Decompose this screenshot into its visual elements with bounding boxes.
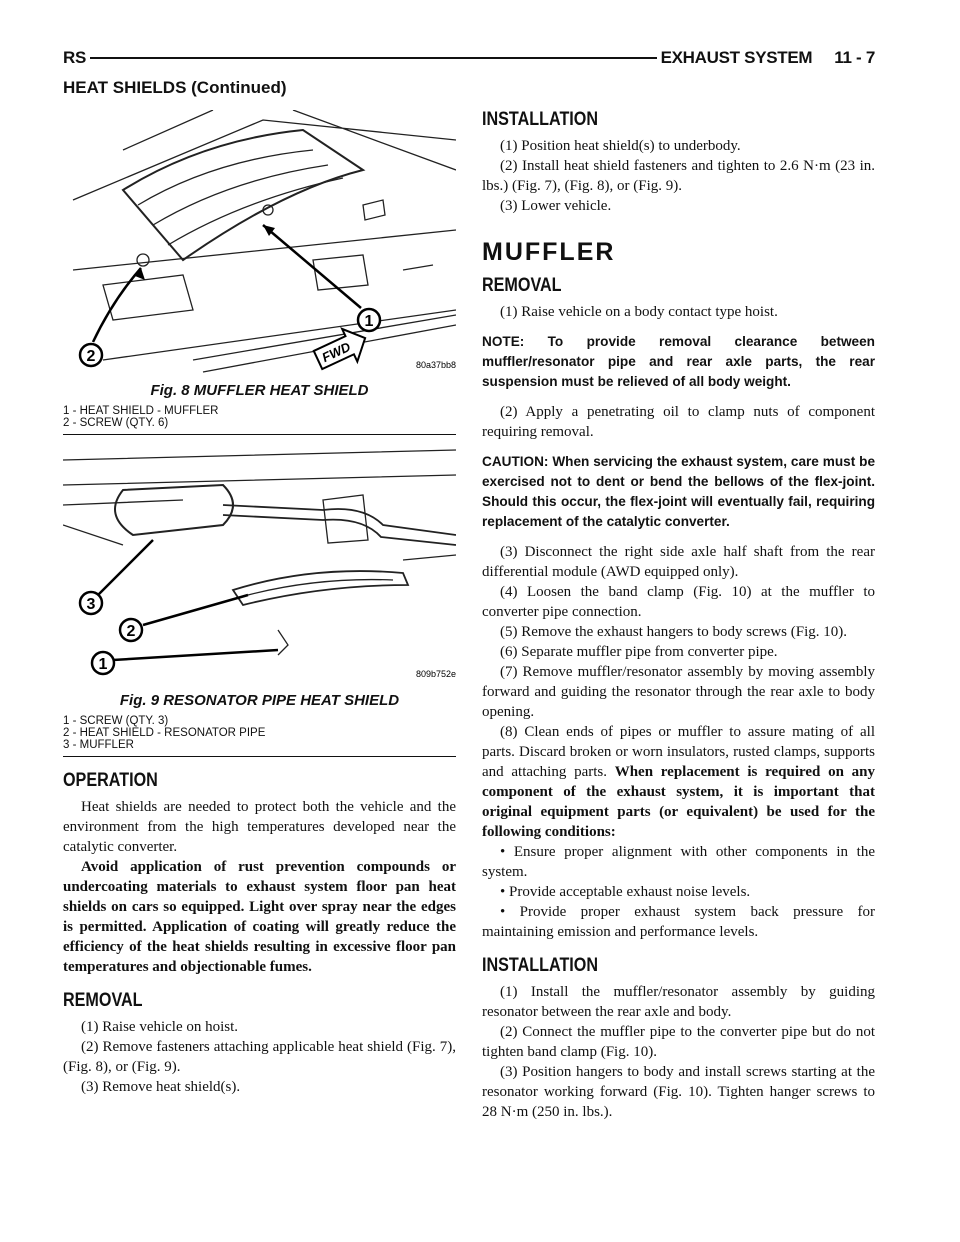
legend-item: 3 - MUFFLER <box>63 739 134 751</box>
header-title: EXHAUST SYSTEM <box>660 48 813 67</box>
bullet-item: • Ensure proper alignment with other components in the system. <box>482 844 875 880</box>
page-number: 11 - 7 <box>834 48 875 67</box>
step: (6) Separate muffler pipe from converter pipe. <box>500 644 778 660</box>
step: (1) Position heat shield(s) to underbody. <box>500 138 741 154</box>
fwd-label: FWD <box>319 339 353 366</box>
figure-legend <box>63 405 456 429</box>
figure-id: 809b752e <box>415 669 456 679</box>
step: (3) Disconnect the right side axle half shaft from the rear differential module (AWD equipped only). <box>482 544 875 580</box>
removal-heading: REMOVAL <box>63 990 143 1011</box>
step: (2) Remove fasteners attaching applicable heat shield (Fig. 7), (Fig. 8), or (Fig. 9). <box>63 1039 456 1075</box>
figure-9 <box>63 445 456 757</box>
step: (3) Lower vehicle. <box>500 198 612 214</box>
figure-caption: Fig. 8 MUFFLER HEAT SHIELD <box>150 382 369 399</box>
note: NOTE: To provide removal clearance between muffler/resonator pipe and rear axle parts, the rear suspension must be relieved of all body weight. <box>482 334 875 389</box>
muffler-heading: MUFFLER <box>482 238 616 266</box>
bullet-item: • Provide acceptable exhaust noise levels. <box>500 884 751 900</box>
caution: CAUTION: When servicing the exhaust system, care must be exercised not to dent or bend the bellows of the flex-joint. Should this occur, the flex-joint will eventually fail, requiring replacement of the catalytic converter. <box>482 454 875 529</box>
bold-text: Avoid application of rust prevention compounds or undercoating materials to exhaust system floor pan heat shields on cars so equipped. Light over spray near the edges is permitted. Application of coating will greatly reduce the efficiency of the heat shields resulting in excessive floor pan temperatures and objectionable fumes. <box>63 859 456 975</box>
step: (1) Install the muffler/resonator assembly by guiding resonator between the rear axle and body. <box>482 984 875 1020</box>
installation-heading: INSTALLATION <box>482 109 599 130</box>
step: (3) Position hangers to body and install screws starting at the resonator working forward (Fig. 10). Tighten hanger screws to 28 N·m (250 in. lbs.). <box>482 1064 875 1120</box>
figure-legend <box>63 715 456 751</box>
header-rule <box>90 57 657 59</box>
left-column <box>63 110 456 1097</box>
legend-item: 2 - SCREW (QTY. 6) <box>63 417 169 429</box>
step-text: (8) Clean ends of pipes or muffler to assure mating of all parts. Discard broken or worn insulators, rusted clamps, supports and attaching parts. <box>482 724 875 780</box>
operation-heading: OPERATION <box>63 770 158 791</box>
header-left: RS <box>63 48 87 67</box>
page-header <box>63 46 875 70</box>
muffler-heat-shield-illustration <box>63 110 456 375</box>
figure-caption: Fig. 9 RESONATOR PIPE HEAT SHIELD <box>119 692 400 709</box>
legend-item: 1 - HEAT SHIELD - MUFFLER <box>63 405 219 417</box>
callout-2: 2 <box>126 623 136 640</box>
callout-3: 3 <box>86 596 96 613</box>
section-title: HEAT SHIELDS (Continued) <box>63 78 287 97</box>
muffler-removal-heading: REMOVAL <box>482 275 562 296</box>
right-column <box>482 110 875 1122</box>
step: (2) Connect the muffler pipe to the converter pipe but do not tighten band clamp (Fig. 10). <box>482 1024 875 1060</box>
step: (2) Install heat shield fasteners and tighten to 2.6 N·m (23 in. lbs.) (Fig. 7), (Fig. 8), or (Fig. 9). <box>482 158 875 194</box>
figure-8 <box>63 110 456 435</box>
muffler-installation-heading: INSTALLATION <box>482 955 599 976</box>
step: (4) Loosen the band clamp (Fig. 10) at the muffler to converter pipe connection. <box>482 584 875 620</box>
step: (5) Remove the exhaust hangers to body screws (Fig. 10). <box>500 624 848 640</box>
warning-paragraph <box>63 857 456 977</box>
callout-1: 1 <box>364 313 374 330</box>
step: (1) Raise vehicle on a body contact type hoist. <box>500 304 778 320</box>
figure-rule <box>63 756 456 757</box>
figure-id: 80a37bb8 <box>415 360 456 370</box>
step: (1) Raise vehicle on hoist. <box>81 1019 239 1035</box>
bold-text: When replacement is required on any component of the exhaust system, it is important that original equipment parts (or equivalent) be used for the following conditions: <box>482 764 875 840</box>
paragraph: Heat shields are needed to protect both the vehicle and the environment from the high temperatures developed near the catalytic converter. <box>63 799 456 855</box>
bullet-text: Provide acceptable exhaust noise levels. <box>509 884 751 900</box>
bullet-text: Ensure proper alignment with other components in the system. <box>482 844 875 880</box>
callout-1: 1 <box>98 656 108 673</box>
legend-item: 2 - HEAT SHIELD - RESONATOR PIPE <box>63 727 266 739</box>
step: (2) Apply a penetrating oil to clamp nuts of component requiring removal. <box>482 404 875 440</box>
step: (7) Remove muffler/resonator assembly by moving assembly forward and guiding the resonator through the rear axle to body opening. <box>482 664 875 720</box>
figure-rule <box>63 434 456 435</box>
bullet-text: Provide proper exhaust system back pressure for maintaining emission and performance levels. <box>482 904 875 940</box>
resonator-pipe-heat-shield-illustration <box>63 445 456 685</box>
bullet-item: • Provide proper exhaust system back pressure for maintaining emission and performance levels. <box>482 904 875 940</box>
legend-item: 1 - SCREW (QTY. 3) <box>63 715 169 727</box>
step <box>482 722 875 842</box>
callout-2: 2 <box>86 348 96 365</box>
step: (3) Remove heat shield(s). <box>81 1079 241 1095</box>
